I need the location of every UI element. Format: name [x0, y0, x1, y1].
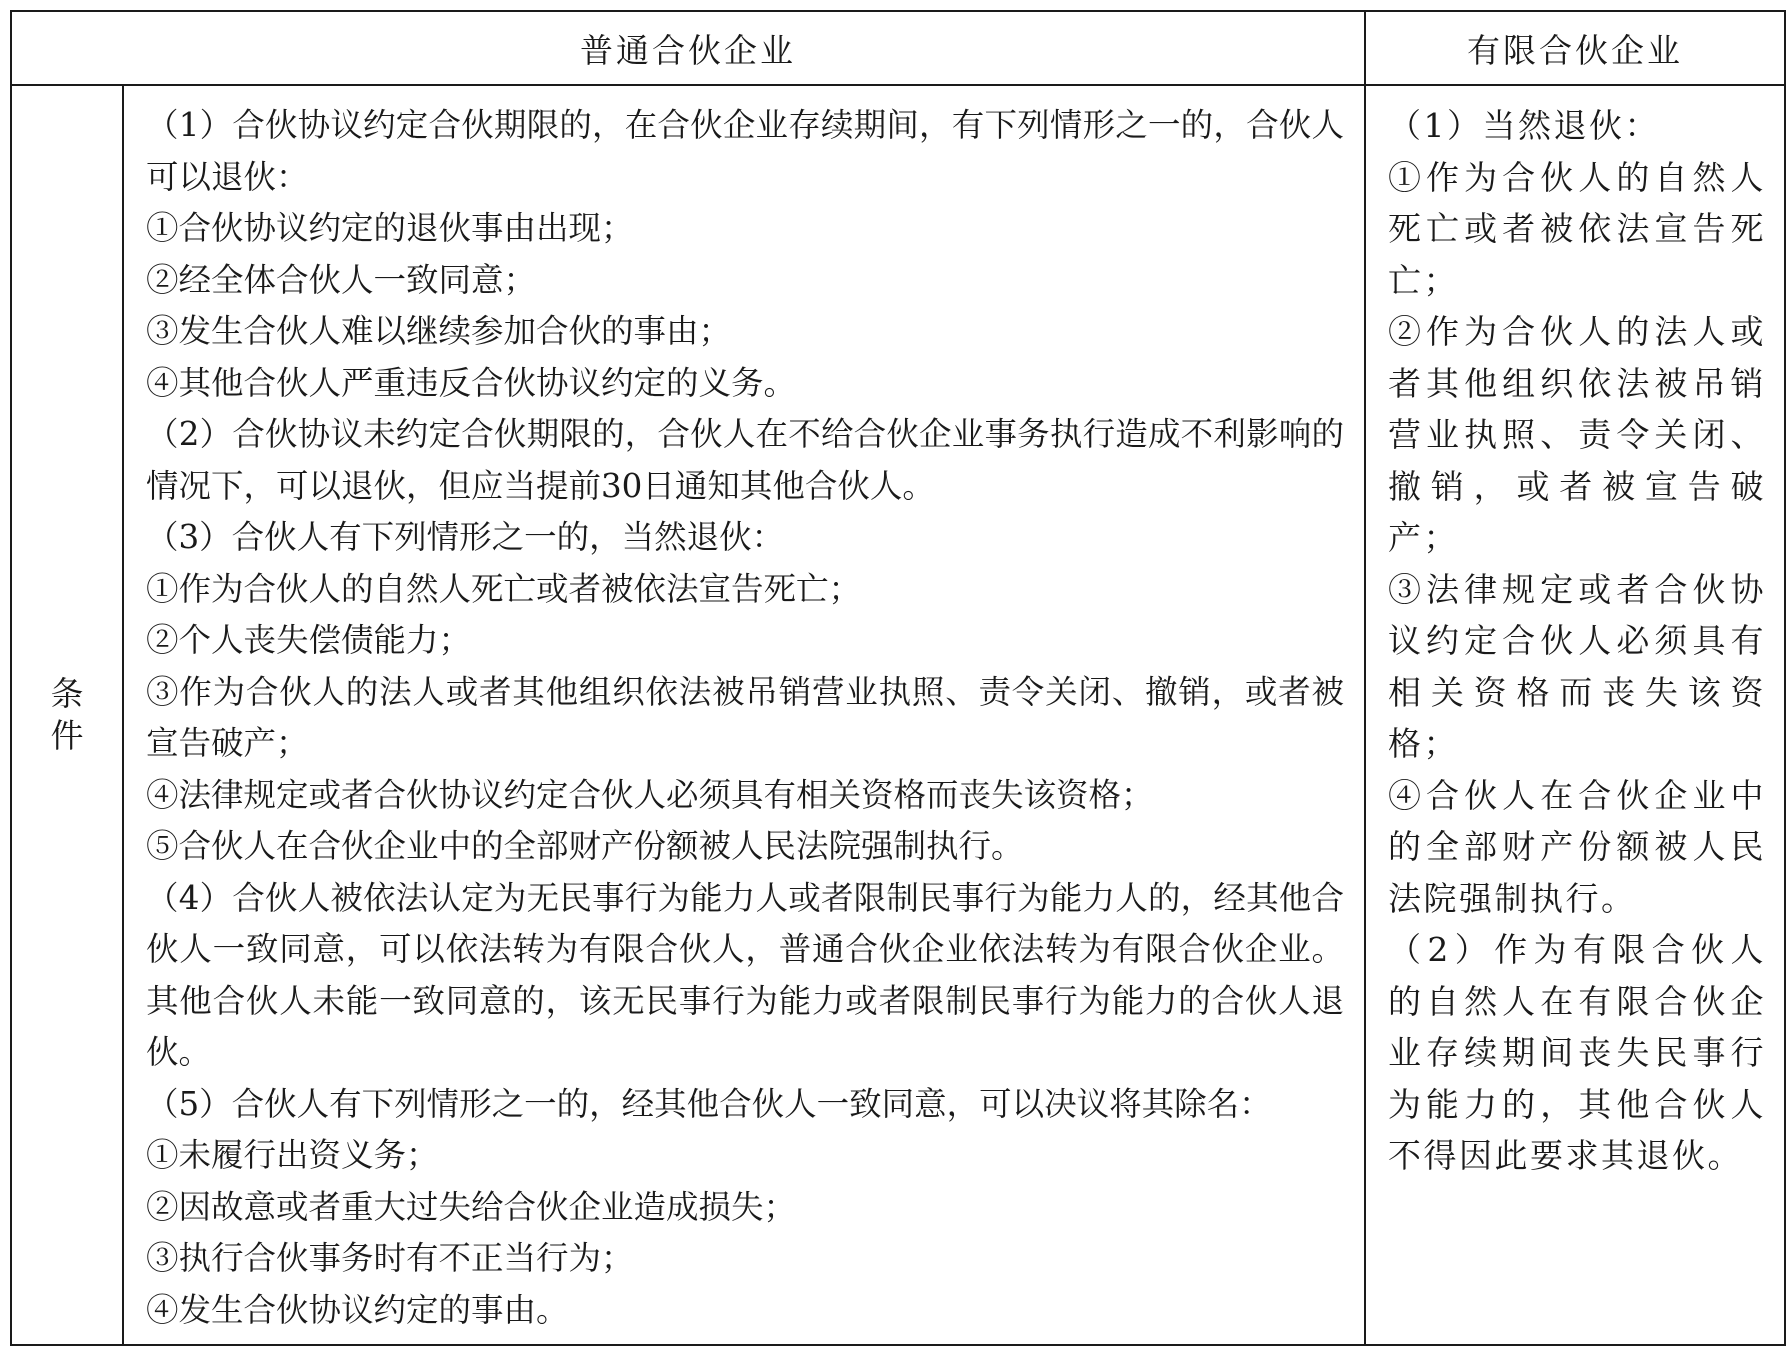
list-item: ①作为合伙人的自然人死亡或者被依法宣告死亡； [146, 569, 862, 608]
list-item: ②个人丧失偿债能力； [146, 621, 472, 659]
limited-partnership-list [1366, 86, 1784, 1190]
list-item: ④合伙人在合伙企业中的全部财产份额被人民法院强制执行。 [1388, 775, 1766, 918]
table-header-row [11, 11, 1785, 85]
header-limited-partnership: 有限合伙企业 [1365, 11, 1785, 85]
general-partnership-list [124, 86, 1364, 1344]
list-item: （1）合伙协议约定合伙期限的，在合伙企业存续期间，有下列情形之一的，合伙人可以退伙： [146, 106, 1344, 196]
list-item: ①合伙协议约定的退伙事由出现； [146, 209, 634, 247]
list-item: ①未履行出资义务； [146, 1136, 439, 1174]
header-general-partnership: 普通合伙企业 [11, 11, 1365, 85]
row-label-conditions [11, 85, 123, 1345]
list-item: （3）合伙人有下列情形之一的，当然退伙： [146, 518, 785, 556]
list-item: ③法律规定或者合伙协议约定合伙人必须具有相关资格而丧失该资格； [1388, 569, 1766, 763]
list-item: ③作为合伙人的法人或者其他组织依法被吊销营业执照、责令关闭、撤销，或者被宣告破产； [146, 672, 1344, 762]
row-label-char: 件 [50, 716, 84, 755]
list-item: （5）合伙人有下列情形之一的，经其他合伙人一致同意，可以决议将其除名： [146, 1084, 1272, 1123]
list-item: ④发生合伙协议约定的事由。 [146, 1290, 569, 1329]
list-item: （4）合伙人被依法认定为无民事行为能力人或者限制民事行为能力人的，经其他合伙人一致同意，可以依法转为有限合伙人，普通合伙企业依法转为有限合伙企业。其他合伙人未能一致同意的，该无民事行为能力或者限制民事行为能力的合伙人退伙。 [146, 878, 1344, 1071]
list-item: ①作为合伙人的自然人死亡或者被依法宣告死亡； [1388, 157, 1766, 300]
list-item: ④法律规定或者合伙协议约定合伙人必须具有相关资格而丧失该资格； [146, 775, 1154, 814]
comparison-table [10, 10, 1786, 1346]
row-label-char: 条 [50, 674, 84, 713]
list-item: ②因故意或者重大过失给合伙企业造成损失； [146, 1187, 797, 1226]
limited-partnership-cell [1365, 85, 1785, 1345]
list-item: ③发生合伙人难以继续参加合伙的事由； [146, 312, 732, 350]
general-partnership-cell [123, 85, 1365, 1345]
list-item: ④其他合伙人严重违反合伙协议约定的义务。 [146, 363, 797, 402]
list-item: ②作为合伙人的法人或者其他组织依法被吊销营业执照、责令关闭、撤销，或者被宣告破产； [1388, 312, 1766, 557]
list-item: （1）当然退伙： [1388, 106, 1660, 145]
list-item: ⑤合伙人在合伙企业中的全部财产份额被人民法院强制执行。 [146, 827, 1024, 865]
list-item: ③执行合伙事务时有不正当行为； [146, 1239, 634, 1277]
list-item: ②经全体合伙人一致同意； [146, 260, 537, 299]
list-item: （2）作为有限合伙人的自然人在有限合伙企业存续期间丧失民事行为能力的，其他合伙人不得因此要求其退伙。 [1388, 930, 1766, 1175]
table-row-conditions [11, 85, 1785, 1345]
list-item: （2）合伙协议未约定合伙期限的，合伙人在不给合伙企业事务执行造成不利影响的情况下，可以退伙，但应当提前30日通知其他合伙人。 [146, 415, 1344, 505]
